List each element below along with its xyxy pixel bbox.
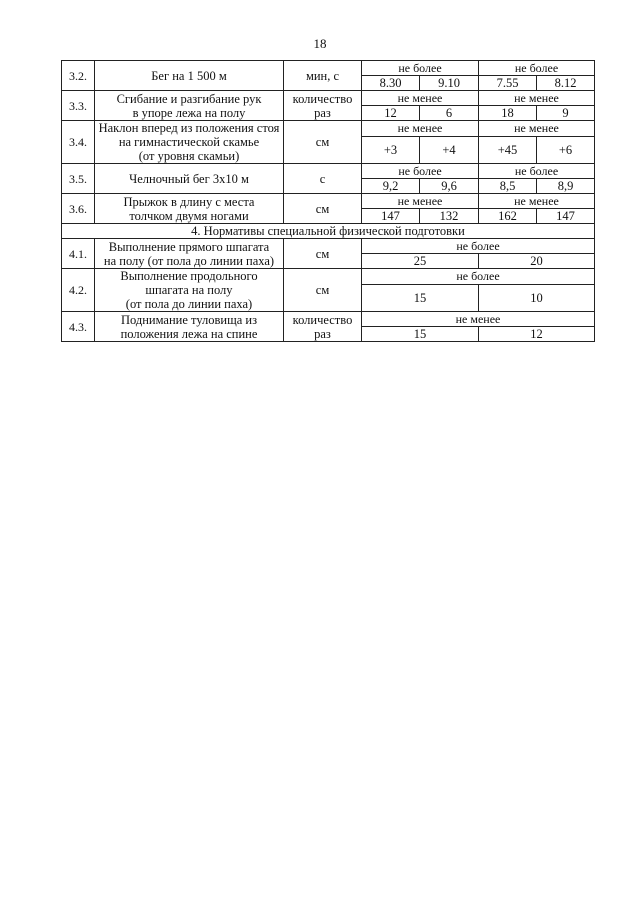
condition-left: не более bbox=[362, 164, 479, 179]
unit: мин, с bbox=[284, 61, 362, 91]
value-cell: 132 bbox=[420, 209, 479, 224]
condition-right: не менее bbox=[479, 121, 595, 137]
value-cell: 9,6 bbox=[420, 179, 479, 194]
value-cell: 18 bbox=[479, 106, 537, 121]
unit: с bbox=[284, 164, 362, 194]
value-cell: 12 bbox=[362, 106, 420, 121]
row-number: 4.1. bbox=[62, 239, 95, 269]
condition-right: не более bbox=[479, 164, 595, 179]
exercise-name: Бег на 1 500 м bbox=[95, 61, 284, 91]
condition-left: не менее bbox=[362, 121, 479, 137]
table-row bbox=[62, 164, 595, 179]
page-number: 18 bbox=[313, 36, 327, 51]
exercise-name: Поднимание туловища из положения лежа на спине bbox=[95, 312, 284, 342]
value-cell: 162 bbox=[479, 209, 537, 224]
value-cell: 6 bbox=[420, 106, 479, 121]
condition-left: не более bbox=[362, 61, 479, 76]
row-number: 3.3. bbox=[62, 91, 95, 121]
exercise-name: Сгибание и разгибание рук в упоре лежа на полу bbox=[95, 91, 284, 121]
row-number: 3.5. bbox=[62, 164, 95, 194]
table-row bbox=[62, 121, 595, 137]
row-number: 3.2. bbox=[62, 61, 95, 91]
unit: см bbox=[284, 239, 362, 269]
table-row bbox=[62, 91, 595, 106]
value-cell: 15 bbox=[362, 284, 479, 311]
condition: не менее bbox=[362, 312, 595, 327]
unit: количество раз bbox=[284, 312, 362, 342]
value-cell: 10 bbox=[479, 284, 595, 311]
value-cell: 9 bbox=[537, 106, 595, 121]
value-cell: 25 bbox=[362, 254, 479, 269]
unit: см bbox=[284, 269, 362, 312]
value-cell: +45 bbox=[479, 136, 537, 163]
value-cell: 9,2 bbox=[362, 179, 420, 194]
condition: не более bbox=[362, 239, 595, 254]
table-row bbox=[62, 239, 595, 254]
condition-right: не менее bbox=[479, 194, 595, 209]
exercise-name: Челночный бег 3x10 м bbox=[95, 164, 284, 194]
value-cell: 8,9 bbox=[537, 179, 595, 194]
value-cell: 8,5 bbox=[479, 179, 537, 194]
section-heading: 4. Нормативы специальной физической подготовки bbox=[62, 224, 595, 239]
condition-left: не менее bbox=[362, 91, 479, 106]
value-cell: 147 bbox=[537, 209, 595, 224]
value-cell: 7.55 bbox=[479, 76, 537, 91]
row-number: 4.2. bbox=[62, 269, 95, 312]
condition: не более bbox=[362, 269, 595, 285]
condition-right: не менее bbox=[479, 91, 595, 106]
exercise-name: Выполнение продольного шпагата на полу (от пола до линии паха) bbox=[95, 269, 284, 312]
table-row bbox=[62, 312, 595, 327]
row-number: 4.3. bbox=[62, 312, 95, 342]
unit: см bbox=[284, 121, 362, 164]
exercise-name: Наклон вперед из положения стоя на гимнастической скамье (от уровня скамьи) bbox=[95, 121, 284, 164]
table-row bbox=[62, 61, 595, 76]
condition-right: не более bbox=[479, 61, 595, 76]
unit: см bbox=[284, 194, 362, 224]
normatives-table bbox=[61, 60, 595, 342]
value-cell: 147 bbox=[362, 209, 420, 224]
value-cell: 8.30 bbox=[362, 76, 420, 91]
row-number: 3.4. bbox=[62, 121, 95, 164]
condition-left: не менее bbox=[362, 194, 479, 209]
exercise-name: Прыжок в длину с места толчком двумя ногами bbox=[95, 194, 284, 224]
table-row bbox=[62, 269, 595, 285]
value-cell: 8.12 bbox=[537, 76, 595, 91]
value-cell: 9.10 bbox=[420, 76, 479, 91]
row-number: 3.6. bbox=[62, 194, 95, 224]
exercise-name: Выполнение прямого шпагата на полу (от пола до линии паха) bbox=[95, 239, 284, 269]
value-cell: +6 bbox=[537, 136, 595, 163]
value-cell: 12 bbox=[479, 327, 595, 342]
section-heading-row bbox=[62, 224, 595, 239]
table-row bbox=[62, 194, 595, 209]
value-cell: 15 bbox=[362, 327, 479, 342]
unit: количество раз bbox=[284, 91, 362, 121]
value-cell: 20 bbox=[479, 254, 595, 269]
value-cell: +4 bbox=[420, 136, 479, 163]
value-cell: +3 bbox=[362, 136, 420, 163]
